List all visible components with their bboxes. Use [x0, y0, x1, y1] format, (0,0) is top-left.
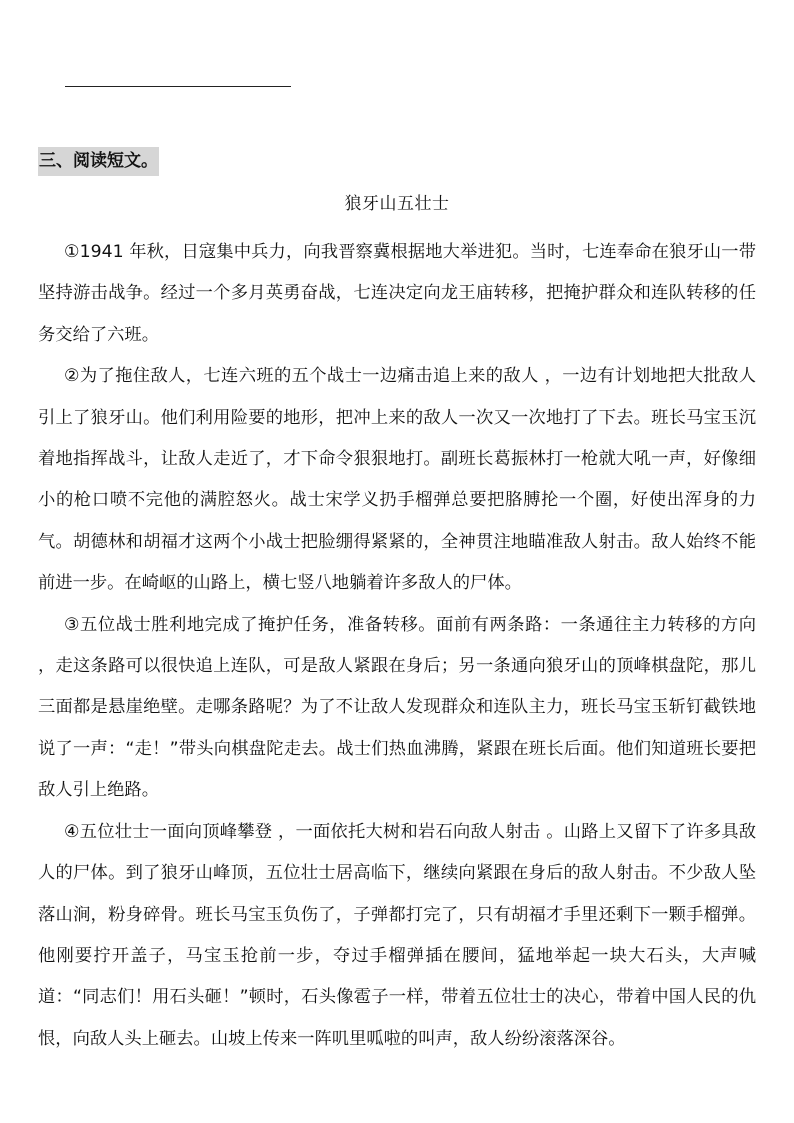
- answer-blank-line: [65, 86, 291, 87]
- paragraph-4: ④五位壮士一面向顶峰攀登 ，一面依托大树和岩石向敌人射击 。山路上又留下了许多具敌人的尸体。到了狼牙山峰顶，五位壮士居高临下，继续向紧跟在身后的敌人射击。不少敌人坠落山涧，粉身碎骨。班长马宝玉负伤了，子弹都打完了，只有胡福才手里还剩下一颗手榴弹。他刚要拧开盖子，马宝玉抢前一步，夺过手榴弹插在腰间，猛地举起一块大石头，大声喊道：“同志们！用石头砸！”顿时，石头像雹子一样，带着五位壮士的决心，带着中国人民的仇恨，向敌人头上砸去。山坡上传来一阵叽里呱啦的叫声，敌人纷纷滚落深谷。: [38, 821, 756, 1049]
- article-title: 狼牙山五壮士: [344, 194, 450, 214]
- paragraph-2: ②为了拖住敌人，七连六班的五个战士一边痛击追上来的敌人 ，一边有计划地把大批敌人引上了狼牙山。他们利用险要的地形，把冲上来的敌人一次又一次地打了下去。班长马宝玉沉着地指挥战斗，让敌人走近了，才下命令狠狠地打。副班长葛振林打一枪就大吼一声，好像细小的枪口喷不完他的满腔怒火。战士宋学义扔手榴弹总要把胳膊抡一个圈，好使出浑身的力气。胡德林和胡福才这两个小战士把脸绷得紧紧的，全神贯注地瞄准敌人射击。敌人始终不能前进一步。在崎岖的山路上，横七竖八地躺着许多敌人的尸体。: [38, 366, 756, 594]
- article-body: [38, 232, 756, 1060]
- paragraph-3: ③五位战士胜利地完成了掩护任务，准备转移。面前有两条路：一条通往主力转移的方向 ，走这条路可以很快追上连队，可是敌人紧跟在身后；另一条通向狼牙山的顶峰棋盘陀，那儿三面都是悬崖绝壁。走哪条路呢？为了不让敌人发现群众和连队主力，班长马宝玉斩钉截铁地说了一声：“走！”带头向棋盘陀走去。战士们热血沸腾，紧跟在班长后面。他们知道班长要把敌人引上绝路。: [38, 614, 756, 801]
- section-heading: 三、阅读短文。: [38, 147, 159, 176]
- paragraph-1: ①1941 年秋，日寇集中兵力，向我晋察冀根据地大举进犯。当时，七连奉命在狼牙山一带坚持游击战争。经过一个多月英勇奋战，七连决定向龙王庙转移，把掩护群众和连队转移的任务交给了六班。: [38, 242, 756, 345]
